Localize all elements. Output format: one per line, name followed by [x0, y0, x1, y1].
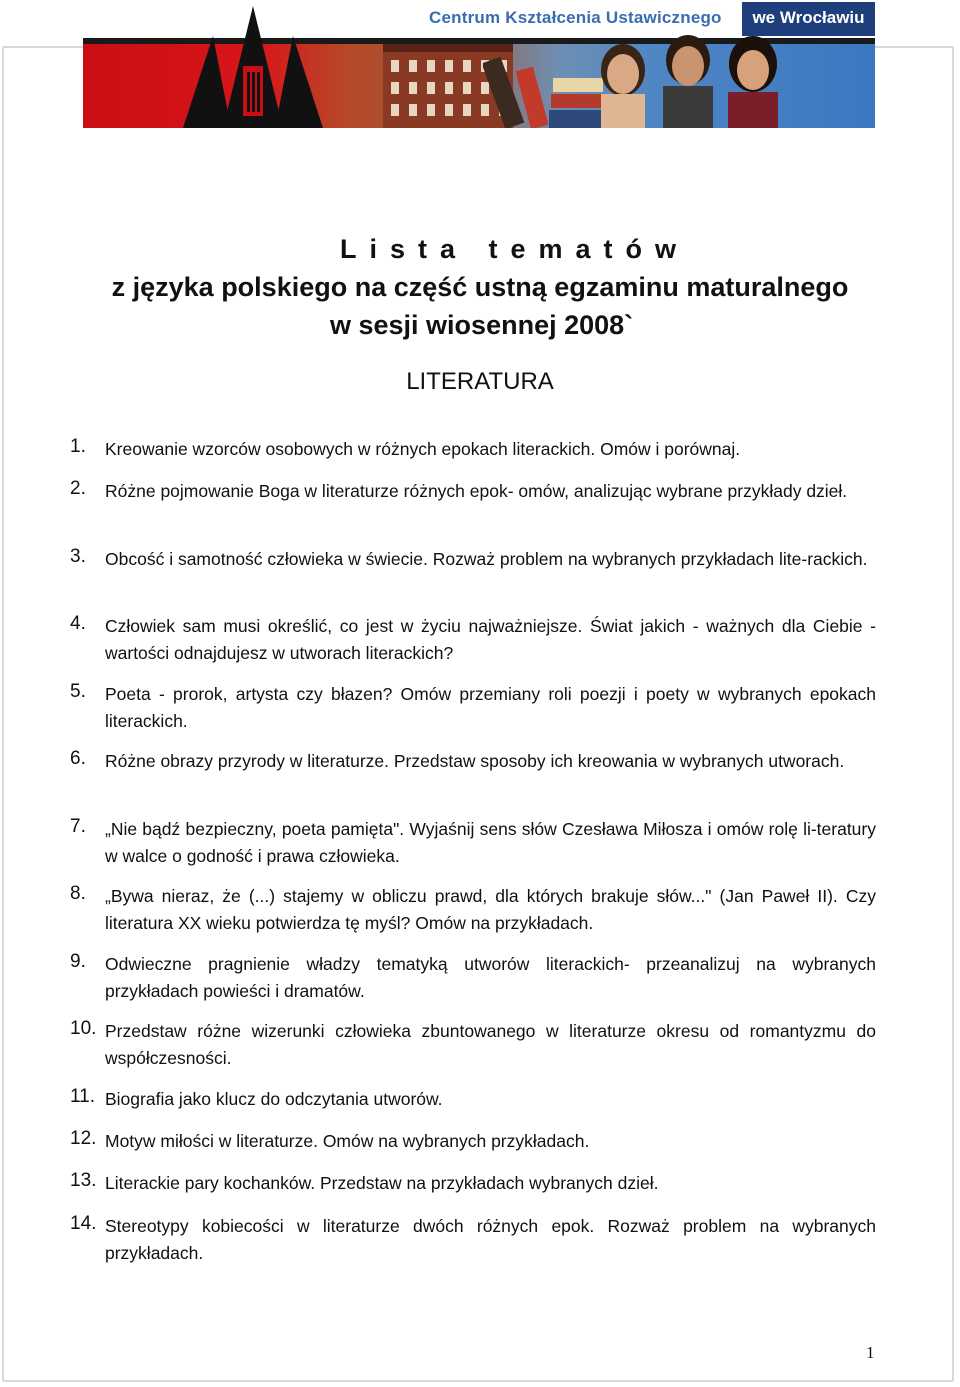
cathedral-logo-icon	[183, 6, 323, 128]
section-heading: LITERATURA	[406, 368, 554, 395]
topic-text: Poeta - prorok, artysta czy błazen? Omów przemiany roli poezji i poety w wybranych epokach literackich.	[105, 684, 876, 731]
topic-text: Biografia jako klucz do odczytania utworów.	[105, 1089, 443, 1109]
topic-number: 14.	[70, 1213, 97, 1234]
topic-number: 9.	[70, 951, 86, 972]
topic-number: 1.	[70, 436, 86, 457]
page-number: 1	[866, 1343, 875, 1362]
topic-text: Obcość i samotność człowieka w świecie. Rozważ problem na wybranych przykładach lite-rackich.	[105, 549, 868, 569]
topic-text: Kreowanie wzorców osobowych w różnych epokach literackich. Omów i porównaj.	[105, 439, 741, 459]
topic-number: 11.	[70, 1086, 96, 1107]
topic-text: Literackie pary kochanków. Przedstaw na przykładach wybranych dzieł.	[105, 1173, 659, 1193]
topic-text: Odwieczne pragnienie władzy tematyką utworów literackich- przeanalizuj na wybranych przykładach powieści i dramatów.	[105, 954, 876, 1001]
document-title: Lista tematów	[340, 234, 690, 264]
topic-text: „Nie bądź bezpieczny, poeta pamięta". Wyjaśnij sens słów Czesława Miłosza i omów rolę li-teratury w walce o godność i prawa człowieka.	[105, 819, 876, 866]
topic-number: 12.	[70, 1128, 97, 1149]
topic-text: Przedstaw różne wizerunki człowieka zbuntowanego w literaturze okresu od romantyzmu do współczesności.	[105, 1021, 876, 1068]
topic-number: 3.	[70, 546, 86, 567]
topic-text: Człowiek sam musi określić, co jest w życiu najważniejsze. Świat jakich - ważnych dla Ciebie - wartości odnajdujesz w utworach literackich?	[105, 616, 876, 663]
topic-number: 10.	[70, 1018, 97, 1039]
topic-number: 13.	[70, 1170, 97, 1191]
topic-text: Różne pojmowanie Boga w literaturze różnych epok- omów, analizując wybrane przykłady dzieł.	[105, 481, 848, 501]
topic-number: 6.	[70, 748, 86, 769]
topic-text: Stereotypy kobiecości w literaturze dwóch różnych epok. Rozważ problem na wybranych przykładach.	[105, 1216, 876, 1263]
topic-text: Różne obrazy przyrody w literaturze. Przedstaw sposoby ich kreowania w wybranych utworach.	[105, 751, 845, 771]
topic-number: 4.	[70, 613, 86, 634]
institution-name: Centrum Kształcenia Ustawicznego	[429, 8, 722, 27]
topic-number: 7.	[70, 816, 86, 837]
topic-text: „Bywa nieraz, że (...) stajemy w obliczu prawd, dla których brakuje słów..." (Jan Paweł II). Czy literatura XX wieku potwierdza tę myśl? Omów na przykładach.	[105, 886, 876, 933]
students-photo-icon	[583, 30, 823, 128]
topic-number: 2.	[70, 478, 86, 499]
header-banner	[83, 0, 875, 128]
document-subtitle: z języka polskiego na część ustną egzaminu maturalnego	[111, 272, 849, 302]
institution-city-badge: we Wrocławiu	[742, 2, 875, 36]
document-session: w sesji wiosennej 2008`	[330, 310, 634, 340]
topic-number: 5.	[70, 681, 86, 702]
topic-text: Motyw miłości w literaturze. Omów na wybranych przykładach.	[105, 1131, 590, 1151]
topic-number: 8.	[70, 883, 86, 904]
